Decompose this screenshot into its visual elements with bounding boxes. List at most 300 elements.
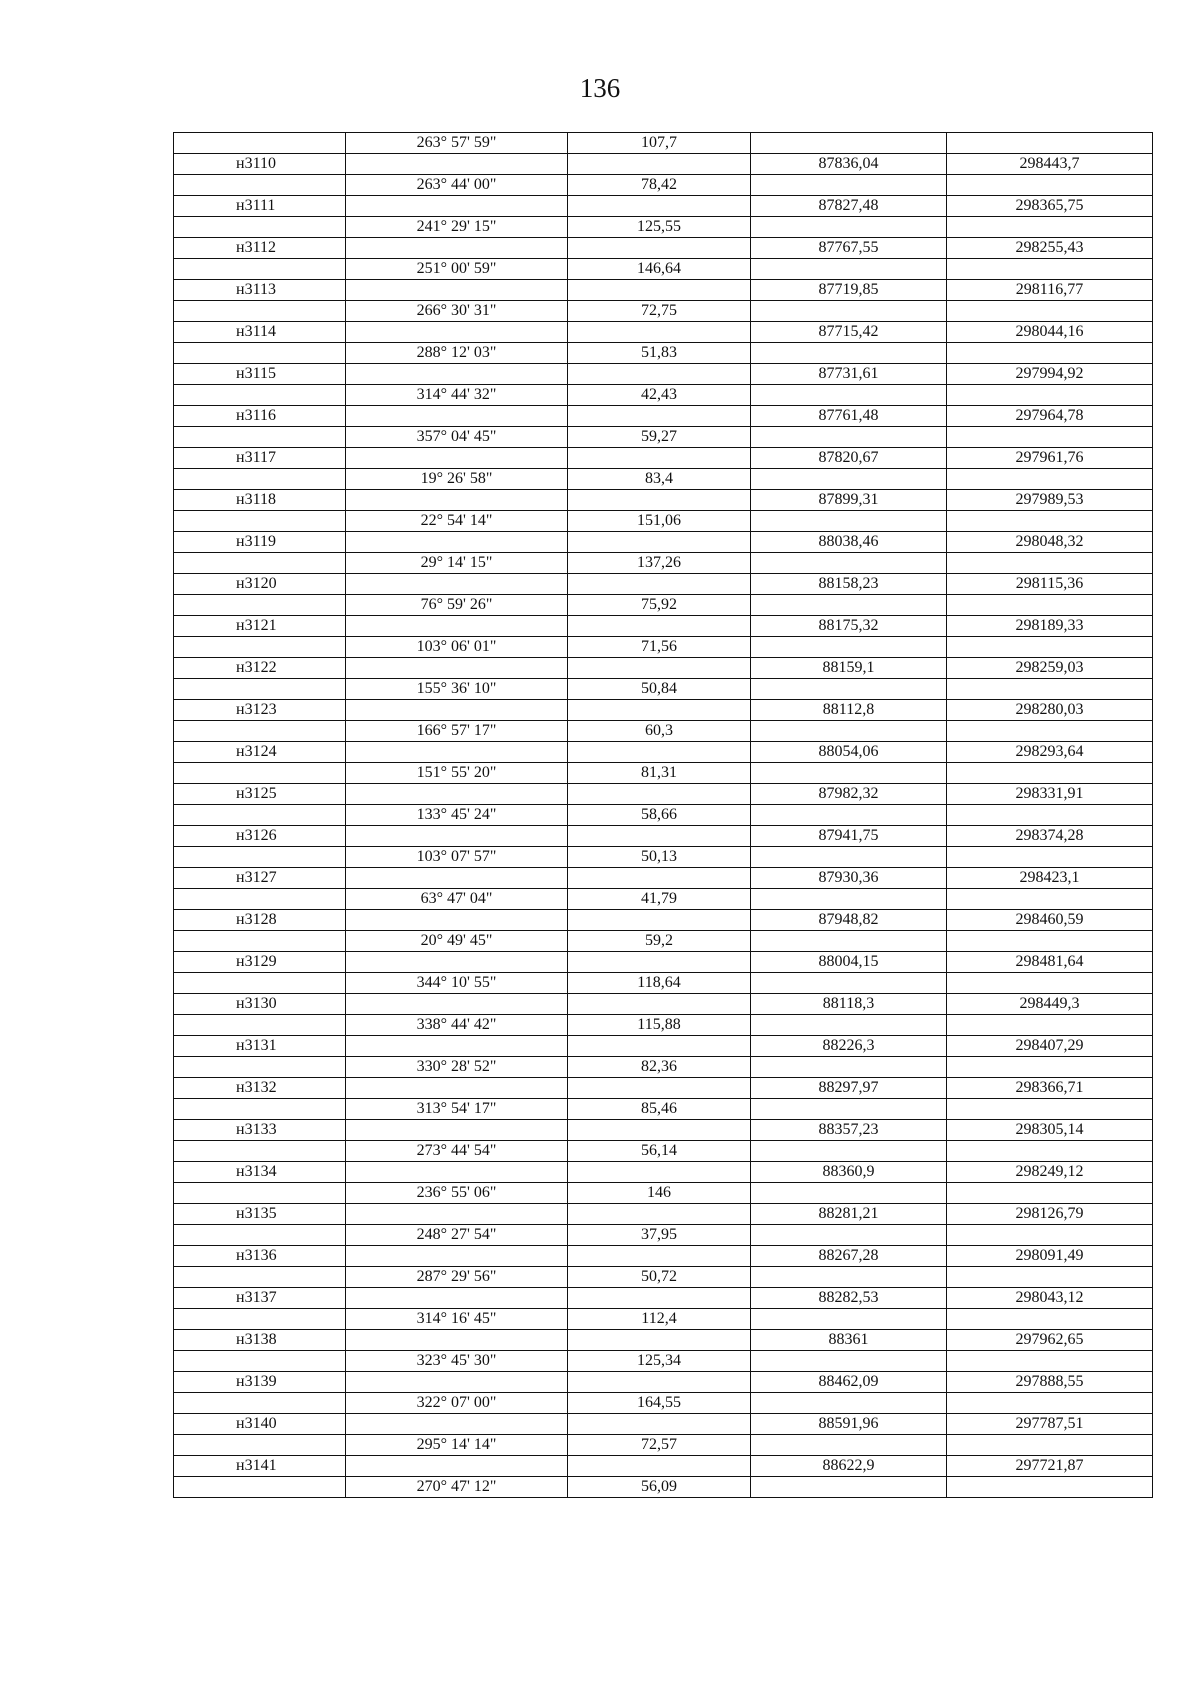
- point-name-cell: [174, 931, 346, 952]
- y-coordinate-cell: [947, 805, 1153, 826]
- distance-cell: 58,66: [568, 805, 751, 826]
- direction-angle-cell: 288° 12' 03": [346, 343, 568, 364]
- direction-angle-cell: 295° 14' 14": [346, 1435, 568, 1456]
- table-row: [174, 553, 1153, 574]
- point-name-cell: н3128: [174, 910, 346, 931]
- distance-cell: 51,83: [568, 343, 751, 364]
- coordinates-table: [173, 132, 1153, 1498]
- x-coordinate-cell: [751, 847, 947, 868]
- distance-cell: 60,3: [568, 721, 751, 742]
- distance-cell: [568, 154, 751, 175]
- direction-angle-cell: 103° 07' 57": [346, 847, 568, 868]
- y-coordinate-cell: 298443,7: [947, 154, 1153, 175]
- distance-cell: [568, 490, 751, 511]
- table-row: [174, 427, 1153, 448]
- direction-angle-cell: [346, 1162, 568, 1183]
- table-row: [174, 973, 1153, 994]
- table-row: [174, 805, 1153, 826]
- direction-angle-cell: [346, 826, 568, 847]
- table-row: [174, 1267, 1153, 1288]
- direction-angle-cell: 103° 06' 01": [346, 637, 568, 658]
- x-coordinate-cell: 88112,8: [751, 700, 947, 721]
- table-row: [174, 1414, 1153, 1435]
- table-row: [174, 910, 1153, 931]
- direction-angle-cell: 251° 00' 59": [346, 259, 568, 280]
- distance-cell: [568, 1036, 751, 1057]
- distance-cell: 82,36: [568, 1057, 751, 1078]
- table-row: [174, 175, 1153, 196]
- x-coordinate-cell: 88226,3: [751, 1036, 947, 1057]
- y-coordinate-cell: [947, 1435, 1153, 1456]
- distance-cell: [568, 406, 751, 427]
- table-row: [174, 595, 1153, 616]
- table-row: [174, 889, 1153, 910]
- distance-cell: 151,06: [568, 511, 751, 532]
- y-coordinate-cell: 298449,3: [947, 994, 1153, 1015]
- y-coordinate-cell: [947, 1099, 1153, 1120]
- distance-cell: [568, 448, 751, 469]
- distance-cell: [568, 1120, 751, 1141]
- distance-cell: 137,26: [568, 553, 751, 574]
- table-row: [174, 1351, 1153, 1372]
- point-name-cell: [174, 1435, 346, 1456]
- direction-angle-cell: 166° 57' 17": [346, 721, 568, 742]
- distance-cell: 85,46: [568, 1099, 751, 1120]
- table-row: [174, 448, 1153, 469]
- point-name-cell: н3130: [174, 994, 346, 1015]
- distance-cell: 50,72: [568, 1267, 751, 1288]
- x-coordinate-cell: 87941,75: [751, 826, 947, 847]
- table-row: [174, 406, 1153, 427]
- point-name-cell: [174, 1099, 346, 1120]
- x-coordinate-cell: 88175,32: [751, 616, 947, 637]
- y-coordinate-cell: [947, 1141, 1153, 1162]
- x-coordinate-cell: [751, 1099, 947, 1120]
- point-name-cell: [174, 847, 346, 868]
- direction-angle-cell: 330° 28' 52": [346, 1057, 568, 1078]
- x-coordinate-cell: 87767,55: [751, 238, 947, 259]
- x-coordinate-cell: [751, 1351, 947, 1372]
- direction-angle-cell: [346, 406, 568, 427]
- point-name-cell: н3132: [174, 1078, 346, 1099]
- y-coordinate-cell: 298305,14: [947, 1120, 1153, 1141]
- distance-cell: 115,88: [568, 1015, 751, 1036]
- y-coordinate-cell: [947, 721, 1153, 742]
- point-name-cell: [174, 511, 346, 532]
- y-coordinate-cell: 298189,33: [947, 616, 1153, 637]
- direction-angle-cell: [346, 1204, 568, 1225]
- direction-angle-cell: 63° 47' 04": [346, 889, 568, 910]
- direction-angle-cell: [346, 994, 568, 1015]
- direction-angle-cell: [346, 154, 568, 175]
- table-row: [174, 154, 1153, 175]
- distance-cell: 146,64: [568, 259, 751, 280]
- point-name-cell: [174, 259, 346, 280]
- table-row: [174, 1477, 1153, 1498]
- table-row: [174, 1288, 1153, 1309]
- distance-cell: [568, 1456, 751, 1477]
- distance-cell: [568, 910, 751, 931]
- direction-angle-cell: 236° 55' 06": [346, 1183, 568, 1204]
- x-coordinate-cell: [751, 1225, 947, 1246]
- distance-cell: 72,57: [568, 1435, 751, 1456]
- x-coordinate-cell: [751, 637, 947, 658]
- point-name-cell: н3112: [174, 238, 346, 259]
- y-coordinate-cell: 298293,64: [947, 742, 1153, 763]
- table-row: [174, 826, 1153, 847]
- table-row: [174, 1246, 1153, 1267]
- y-coordinate-cell: [947, 217, 1153, 238]
- table-row: [174, 364, 1153, 385]
- distance-cell: 83,4: [568, 469, 751, 490]
- page-number: 136: [579, 73, 621, 103]
- x-coordinate-cell: [751, 511, 947, 532]
- direction-angle-cell: 313° 54' 17": [346, 1099, 568, 1120]
- x-coordinate-cell: [751, 133, 947, 154]
- table-row: [174, 1456, 1153, 1477]
- point-name-cell: н3118: [174, 490, 346, 511]
- point-name-cell: н3119: [174, 532, 346, 553]
- distance-cell: 164,55: [568, 1393, 751, 1414]
- direction-angle-cell: 19° 26' 58": [346, 469, 568, 490]
- distance-cell: [568, 574, 751, 595]
- y-coordinate-cell: 297962,65: [947, 1330, 1153, 1351]
- x-coordinate-cell: [751, 763, 947, 784]
- table-row: [174, 532, 1153, 553]
- point-name-cell: н3114: [174, 322, 346, 343]
- distance-cell: 75,92: [568, 595, 751, 616]
- table-row: [174, 742, 1153, 763]
- x-coordinate-cell: 87827,48: [751, 196, 947, 217]
- distance-cell: [568, 196, 751, 217]
- direction-angle-cell: [346, 700, 568, 721]
- point-name-cell: [174, 973, 346, 994]
- direction-angle-cell: 29° 14' 15": [346, 553, 568, 574]
- x-coordinate-cell: [751, 679, 947, 700]
- table-row: [174, 385, 1153, 406]
- direction-angle-cell: 314° 16' 45": [346, 1309, 568, 1330]
- direction-angle-cell: 263° 44' 00": [346, 175, 568, 196]
- point-name-cell: [174, 595, 346, 616]
- direction-angle-cell: 155° 36' 10": [346, 679, 568, 700]
- point-name-cell: [174, 133, 346, 154]
- x-coordinate-cell: [751, 805, 947, 826]
- point-name-cell: н3134: [174, 1162, 346, 1183]
- distance-cell: [568, 238, 751, 259]
- y-coordinate-cell: [947, 1309, 1153, 1330]
- table-row: [174, 1120, 1153, 1141]
- point-name-cell: н3139: [174, 1372, 346, 1393]
- direction-angle-cell: 344° 10' 55": [346, 973, 568, 994]
- x-coordinate-cell: [751, 889, 947, 910]
- direction-angle-cell: [346, 322, 568, 343]
- direction-angle-cell: [346, 196, 568, 217]
- direction-angle-cell: [346, 1120, 568, 1141]
- y-coordinate-cell: [947, 343, 1153, 364]
- point-name-cell: н3121: [174, 616, 346, 637]
- table-row: [174, 1225, 1153, 1246]
- table-row: [174, 847, 1153, 868]
- direction-angle-cell: 22° 54' 14": [346, 511, 568, 532]
- distance-cell: [568, 700, 751, 721]
- point-name-cell: н3129: [174, 952, 346, 973]
- x-coordinate-cell: 88158,23: [751, 574, 947, 595]
- table-row: [174, 259, 1153, 280]
- direction-angle-cell: [346, 448, 568, 469]
- distance-cell: 59,2: [568, 931, 751, 952]
- y-coordinate-cell: 298365,75: [947, 196, 1153, 217]
- table-row: [174, 658, 1153, 679]
- table-row: [174, 1204, 1153, 1225]
- distance-cell: [568, 1288, 751, 1309]
- direction-angle-cell: 151° 55' 20": [346, 763, 568, 784]
- distance-cell: [568, 1078, 751, 1099]
- direction-angle-cell: [346, 910, 568, 931]
- x-coordinate-cell: 88462,09: [751, 1372, 947, 1393]
- point-name-cell: н3111: [174, 196, 346, 217]
- x-coordinate-cell: [751, 721, 947, 742]
- direction-angle-cell: [346, 658, 568, 679]
- y-coordinate-cell: 298044,16: [947, 322, 1153, 343]
- x-coordinate-cell: [751, 259, 947, 280]
- x-coordinate-cell: 87719,85: [751, 280, 947, 301]
- x-coordinate-cell: [751, 1183, 947, 1204]
- point-name-cell: н3120: [174, 574, 346, 595]
- y-coordinate-cell: [947, 1225, 1153, 1246]
- distance-cell: 42,43: [568, 385, 751, 406]
- distance-cell: 125,55: [568, 217, 751, 238]
- y-coordinate-cell: [947, 1477, 1153, 1498]
- x-coordinate-cell: 87930,36: [751, 868, 947, 889]
- y-coordinate-cell: [947, 973, 1153, 994]
- point-name-cell: н3138: [174, 1330, 346, 1351]
- point-name-cell: [174, 301, 346, 322]
- distance-cell: [568, 826, 751, 847]
- point-name-cell: н3137: [174, 1288, 346, 1309]
- point-name-cell: [174, 1267, 346, 1288]
- point-name-cell: [174, 763, 346, 784]
- direction-angle-cell: 133° 45' 24": [346, 805, 568, 826]
- distance-cell: 118,64: [568, 973, 751, 994]
- y-coordinate-cell: 298331,91: [947, 784, 1153, 805]
- direction-angle-cell: [346, 1456, 568, 1477]
- direction-angle-cell: [346, 574, 568, 595]
- distance-cell: [568, 280, 751, 301]
- x-coordinate-cell: 88297,97: [751, 1078, 947, 1099]
- x-coordinate-cell: [751, 1309, 947, 1330]
- distance-cell: 37,95: [568, 1225, 751, 1246]
- direction-angle-cell: 263° 57' 59": [346, 133, 568, 154]
- y-coordinate-cell: [947, 1183, 1153, 1204]
- table-row: [174, 301, 1153, 322]
- x-coordinate-cell: 87899,31: [751, 490, 947, 511]
- x-coordinate-cell: 88159,1: [751, 658, 947, 679]
- distance-cell: 112,4: [568, 1309, 751, 1330]
- x-coordinate-cell: 87820,67: [751, 448, 947, 469]
- point-name-cell: н3110: [174, 154, 346, 175]
- distance-cell: 59,27: [568, 427, 751, 448]
- direction-angle-cell: 241° 29' 15": [346, 217, 568, 238]
- y-coordinate-cell: 297964,78: [947, 406, 1153, 427]
- distance-cell: [568, 1414, 751, 1435]
- table-row: [174, 217, 1153, 238]
- x-coordinate-cell: 88591,96: [751, 1414, 947, 1435]
- distance-cell: [568, 1246, 751, 1267]
- y-coordinate-cell: 298259,03: [947, 658, 1153, 679]
- table-row: [174, 994, 1153, 1015]
- direction-angle-cell: [346, 1414, 568, 1435]
- y-coordinate-cell: 298407,29: [947, 1036, 1153, 1057]
- y-coordinate-cell: 297989,53: [947, 490, 1153, 511]
- point-name-cell: н3133: [174, 1120, 346, 1141]
- y-coordinate-cell: [947, 1015, 1153, 1036]
- y-coordinate-cell: 298280,03: [947, 700, 1153, 721]
- direction-angle-cell: [346, 784, 568, 805]
- distance-cell: 78,42: [568, 175, 751, 196]
- table-row: [174, 931, 1153, 952]
- y-coordinate-cell: 298116,77: [947, 280, 1153, 301]
- x-coordinate-cell: [751, 301, 947, 322]
- table-row: [174, 952, 1153, 973]
- y-coordinate-cell: 298091,49: [947, 1246, 1153, 1267]
- x-coordinate-cell: [751, 385, 947, 406]
- point-name-cell: н3125: [174, 784, 346, 805]
- point-name-cell: [174, 1351, 346, 1372]
- table-row: [174, 238, 1153, 259]
- table-row: [174, 322, 1153, 343]
- y-coordinate-cell: [947, 1393, 1153, 1414]
- y-coordinate-cell: 298115,36: [947, 574, 1153, 595]
- y-coordinate-cell: [947, 637, 1153, 658]
- point-name-cell: н3113: [174, 280, 346, 301]
- x-coordinate-cell: [751, 1393, 947, 1414]
- table-body: [174, 133, 1153, 1498]
- x-coordinate-cell: [751, 343, 947, 364]
- y-coordinate-cell: [947, 847, 1153, 868]
- table-row: [174, 1057, 1153, 1078]
- distance-cell: [568, 322, 751, 343]
- table-row: [174, 1330, 1153, 1351]
- y-coordinate-cell: 298460,59: [947, 910, 1153, 931]
- direction-angle-cell: 338° 44' 42": [346, 1015, 568, 1036]
- table-row: [174, 343, 1153, 364]
- y-coordinate-cell: [947, 595, 1153, 616]
- x-coordinate-cell: [751, 595, 947, 616]
- y-coordinate-cell: [947, 1057, 1153, 1078]
- y-coordinate-cell: [947, 511, 1153, 532]
- distance-cell: 56,14: [568, 1141, 751, 1162]
- direction-angle-cell: [346, 1330, 568, 1351]
- x-coordinate-cell: [751, 217, 947, 238]
- distance-cell: 50,84: [568, 679, 751, 700]
- y-coordinate-cell: [947, 133, 1153, 154]
- y-coordinate-cell: 297888,55: [947, 1372, 1153, 1393]
- x-coordinate-cell: [751, 427, 947, 448]
- point-name-cell: [174, 889, 346, 910]
- point-name-cell: н3124: [174, 742, 346, 763]
- x-coordinate-cell: 88004,15: [751, 952, 947, 973]
- point-name-cell: н3136: [174, 1246, 346, 1267]
- x-coordinate-cell: [751, 469, 947, 490]
- point-name-cell: [174, 1015, 346, 1036]
- direction-angle-cell: [346, 1288, 568, 1309]
- direction-angle-cell: [346, 1078, 568, 1099]
- x-coordinate-cell: 88622,9: [751, 1456, 947, 1477]
- y-coordinate-cell: 298423,1: [947, 868, 1153, 889]
- distance-cell: [568, 1372, 751, 1393]
- direction-angle-cell: [346, 616, 568, 637]
- distance-cell: 41,79: [568, 889, 751, 910]
- x-coordinate-cell: 87761,48: [751, 406, 947, 427]
- table-row: [174, 1435, 1153, 1456]
- table-row: [174, 700, 1153, 721]
- x-coordinate-cell: 88267,28: [751, 1246, 947, 1267]
- point-name-cell: [174, 217, 346, 238]
- point-name-cell: [174, 385, 346, 406]
- table-row: [174, 469, 1153, 490]
- direction-angle-cell: 357° 04' 45": [346, 427, 568, 448]
- direction-angle-cell: 314° 44' 32": [346, 385, 568, 406]
- distance-cell: 56,09: [568, 1477, 751, 1498]
- distance-cell: [568, 658, 751, 679]
- table-row: [174, 133, 1153, 154]
- distance-cell: [568, 952, 751, 973]
- direction-angle-cell: 322° 07' 00": [346, 1393, 568, 1414]
- y-coordinate-cell: 297961,76: [947, 448, 1153, 469]
- x-coordinate-cell: 88281,21: [751, 1204, 947, 1225]
- x-coordinate-cell: 87836,04: [751, 154, 947, 175]
- table-row: [174, 784, 1153, 805]
- y-coordinate-cell: 298255,43: [947, 238, 1153, 259]
- y-coordinate-cell: [947, 427, 1153, 448]
- direction-angle-cell: [346, 1246, 568, 1267]
- y-coordinate-cell: 298481,64: [947, 952, 1153, 973]
- x-coordinate-cell: 88360,9: [751, 1162, 947, 1183]
- x-coordinate-cell: [751, 973, 947, 994]
- y-coordinate-cell: 298249,12: [947, 1162, 1153, 1183]
- point-name-cell: н3135: [174, 1204, 346, 1225]
- point-name-cell: н3131: [174, 1036, 346, 1057]
- table-row: [174, 1141, 1153, 1162]
- table-row: [174, 763, 1153, 784]
- y-coordinate-cell: 298126,79: [947, 1204, 1153, 1225]
- y-coordinate-cell: [947, 385, 1153, 406]
- y-coordinate-cell: [947, 259, 1153, 280]
- distance-cell: [568, 1204, 751, 1225]
- y-coordinate-cell: [947, 763, 1153, 784]
- distance-cell: 146: [568, 1183, 751, 1204]
- distance-cell: 125,34: [568, 1351, 751, 1372]
- distance-cell: 71,56: [568, 637, 751, 658]
- table-row: [174, 721, 1153, 742]
- distance-cell: [568, 364, 751, 385]
- point-name-cell: [174, 679, 346, 700]
- x-coordinate-cell: [751, 553, 947, 574]
- point-name-cell: [174, 343, 346, 364]
- x-coordinate-cell: [751, 931, 947, 952]
- x-coordinate-cell: 88361: [751, 1330, 947, 1351]
- y-coordinate-cell: [947, 889, 1153, 910]
- table-row: [174, 679, 1153, 700]
- direction-angle-cell: [346, 1372, 568, 1393]
- point-name-cell: [174, 1393, 346, 1414]
- distance-cell: 81,31: [568, 763, 751, 784]
- table-row: [174, 1183, 1153, 1204]
- direction-angle-cell: 287° 29' 56": [346, 1267, 568, 1288]
- table-row: [174, 1078, 1153, 1099]
- direction-angle-cell: 20° 49' 45": [346, 931, 568, 952]
- point-name-cell: [174, 637, 346, 658]
